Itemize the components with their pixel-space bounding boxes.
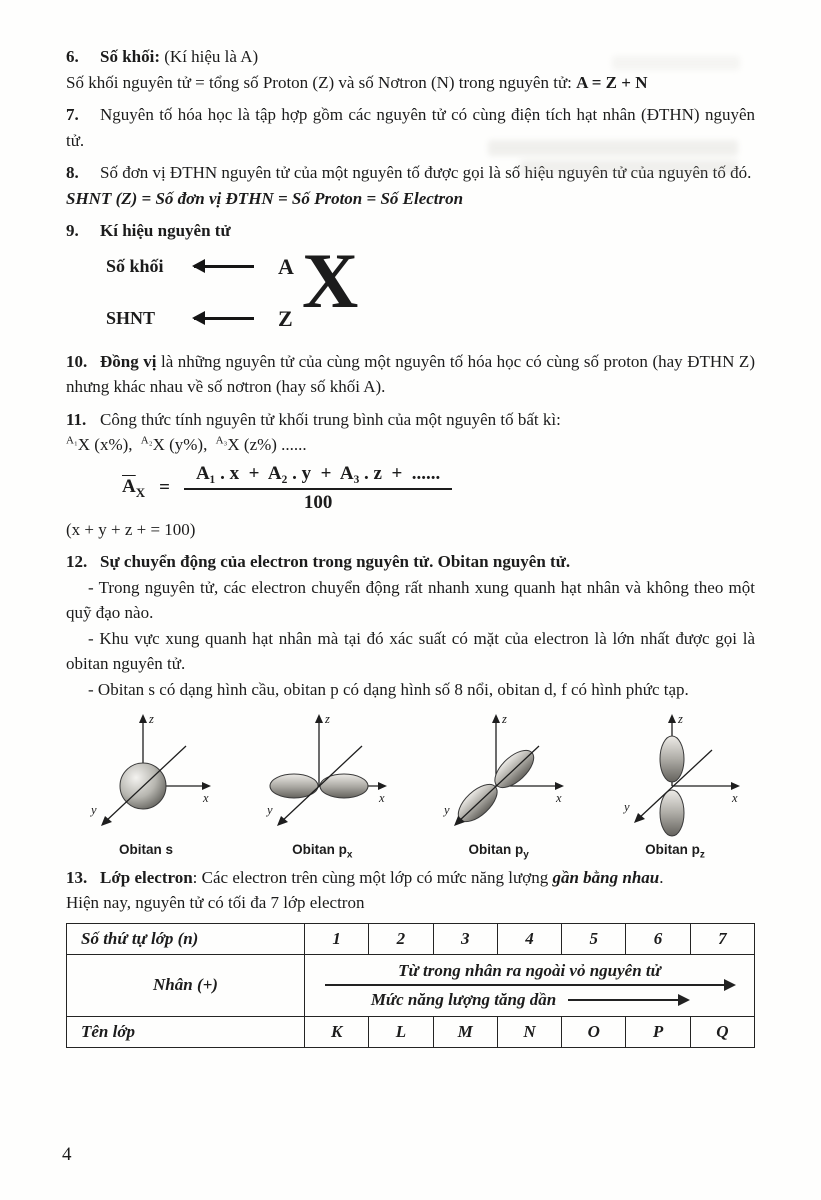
axis-x-label: x	[379, 791, 385, 805]
table-cell: 3	[433, 923, 497, 954]
item-title-note: (Kí hiệu là A)	[160, 47, 259, 66]
item-number: 7.	[66, 105, 79, 124]
avg-subscript: X	[135, 484, 146, 500]
print-bleedthrough-artifact	[612, 56, 740, 70]
table-cell: 6	[626, 923, 690, 954]
caption-subscript: x	[346, 849, 353, 861]
body-text: Số đơn vị ĐTHN nguyên tử của một nguyên tố được gọi là số hiệu nguyên tử của nguyên tố đó.	[100, 163, 752, 182]
item-12-paragraph-1: - Trong nguyên tử, các electron chuyển động rất nhanh xung quanh hạt nhân và không theo một quỹ đạo nào.	[66, 577, 755, 622]
item-title: Sự chuyển động của electron trong nguyên tử. Obitan nguyên tử.	[100, 552, 571, 571]
row-header: Số thứ tự lớp (n)	[67, 923, 305, 954]
item-9-heading	[66, 218, 755, 244]
item-10-body	[66, 349, 755, 400]
left-arrow-icon	[194, 317, 254, 320]
mass-number-label: Số khối	[106, 256, 164, 276]
isotope-1	[66, 435, 137, 454]
table-cell: M	[433, 1016, 497, 1047]
orbital-py-figure	[419, 710, 579, 861]
orbital-px-diagram	[247, 710, 397, 840]
item-number: 10.	[66, 351, 88, 371]
axis-x-label: x	[731, 791, 738, 805]
table-cell: 4	[497, 923, 561, 954]
item-lead: Lớp electron	[100, 867, 193, 887]
axis-z-label: z	[501, 712, 507, 726]
isotope-2	[141, 435, 212, 454]
element-symbol-X: X	[302, 236, 359, 324]
atomic-number-row	[106, 306, 293, 332]
caption-text: Obitan p	[645, 842, 700, 857]
right-arrow-icon	[325, 984, 734, 986]
body-text: Số khối nguyên tử = tổng số Proton (Z) và số Nơtron (N) trong nguyên tử:	[66, 72, 577, 92]
shell-energy-flow-cell	[305, 954, 755, 1016]
axis-y-label: y	[443, 803, 450, 817]
flow-text-outward: Từ trong nhân ra ngoài vỏ nguyên tử	[398, 960, 661, 980]
item-number: 11.	[66, 409, 87, 429]
item-13-body	[66, 865, 755, 891]
item-number: 13.	[66, 867, 88, 887]
row-header: Tên lớp	[67, 1016, 305, 1047]
body-text: là những nguyên tử của cùng một nguyên tố hóa học có cùng số proton (hay ĐTHN Z) nhưng khác nhau về số nơtron (hay số khối A).	[66, 351, 755, 396]
table-cell: P	[626, 1016, 690, 1047]
caption-text: Obitan s	[118, 842, 173, 857]
print-bleedthrough-artifact	[520, 160, 738, 174]
orbital-figures	[66, 710, 755, 861]
item-number: 12.	[66, 552, 88, 571]
item-number: 6.	[66, 47, 79, 66]
table-cell: N	[497, 1016, 561, 1047]
item-number: 8.	[66, 163, 79, 182]
orbital-caption	[66, 842, 226, 861]
equals-sign: =	[159, 477, 170, 498]
isotope-text: X (x%),	[77, 435, 137, 454]
caption-text: Obitan p	[292, 842, 347, 857]
print-bleedthrough-artifact	[488, 140, 738, 156]
table-cell: Q	[690, 1016, 754, 1047]
axis-z-label: z	[149, 712, 154, 726]
mass-number-equation: A = Z + N	[576, 72, 648, 92]
axis-y-label: y	[91, 803, 97, 817]
body-text-end: .	[659, 867, 664, 887]
electron-shell-table	[66, 923, 755, 1048]
table-row-shell-number	[67, 923, 755, 954]
axis-z-label: z	[325, 712, 331, 726]
axis-y-label: y	[267, 803, 273, 817]
isotope-notation	[66, 432, 755, 458]
item-12	[66, 549, 755, 702]
item-13-subtext: Hiện nay, nguyên tử có tối đa 7 lớp electron	[66, 893, 365, 913]
shnt-formula: SHNT (Z) = Số đơn vị ĐTHN = Số Proton = Số Electron	[66, 188, 464, 208]
table-row-nucleus	[67, 954, 755, 1016]
item-11	[66, 407, 755, 543]
table-row-shell-name	[67, 1016, 755, 1047]
item-title: Kí hiệu nguyên tử	[100, 221, 231, 240]
orbital-pz-diagram	[600, 710, 750, 840]
emphasis-text: gần bằng nhau	[552, 867, 660, 887]
orbital-s-diagram	[71, 710, 221, 840]
caption-subscript: z	[699, 849, 705, 861]
fraction	[184, 463, 452, 514]
table-cell: 7	[690, 923, 754, 954]
isotope-mass-superscript: A₃	[215, 434, 228, 447]
isotope-mass-superscript: A₂	[140, 434, 153, 447]
item-lead: Đồng vị	[100, 351, 157, 371]
isotope-text: X (y%),	[152, 435, 212, 454]
avg-base: $\overline{A}$	[122, 475, 136, 497]
item-13	[66, 865, 755, 916]
orbital-px-figure	[242, 710, 402, 861]
orbital-caption	[242, 842, 402, 861]
row-header: Nhân (+)	[67, 954, 305, 1016]
orbital-pz-figure	[595, 710, 755, 861]
mass-number-row	[106, 254, 294, 280]
item-9	[66, 218, 755, 342]
isotope-mass-superscript: A₁	[66, 434, 78, 447]
table-cell: 2	[369, 923, 433, 954]
fraction-numerator: A₁ . x + A₂ . y + A₃ . z + ......	[184, 463, 452, 490]
item-12-heading	[66, 549, 755, 575]
atomic-number-symbol: Z	[278, 305, 293, 331]
body-text: Nguyên tố hóa học là tập hợp gồm các nguyên tử có cùng điện tích hạt nhân (ĐTHN) nguyên tử.	[66, 105, 755, 150]
atomic-number-label: SHNT	[106, 308, 156, 328]
axis-y-label: y	[623, 800, 630, 814]
mass-number-symbol: A	[278, 253, 294, 279]
item-10	[66, 349, 755, 400]
right-arrow-icon	[568, 999, 688, 1001]
page-number: 4	[62, 1144, 72, 1165]
table-cell: K	[305, 1016, 369, 1047]
atomic-notation-diagram	[106, 236, 755, 342]
fraction-denominator: 100	[303, 491, 333, 513]
isotope-3	[216, 435, 307, 454]
item-6-body	[66, 70, 755, 96]
table-cell: 1	[305, 923, 369, 954]
body-text: Công thức tính nguyên tử khối trung bình của một nguyên tố bất kì:	[100, 409, 561, 429]
axis-x-label: x	[555, 791, 562, 805]
caption-subscript: y	[523, 849, 529, 861]
orbital-caption	[595, 842, 755, 861]
average-mass-symbol	[122, 476, 145, 501]
table-cell: L	[369, 1016, 433, 1047]
left-arrow-icon	[194, 265, 254, 268]
item-11-body	[66, 407, 755, 433]
item-title: Số khối:	[100, 47, 160, 66]
average-mass-formula	[122, 463, 755, 514]
flow-text-energy: Mức năng lượng tăng dần	[370, 989, 557, 1009]
energy-flow	[313, 960, 746, 1011]
axis-z-label: z	[677, 712, 683, 726]
caption-text: Obitan p	[468, 842, 524, 857]
item-12-paragraph-3: - Obitan s có dạng hình cầu, obitan p có dạng hình số 8 nổi, obitan d, f có hình phức tạp.	[88, 679, 689, 699]
axis-x-label: x	[203, 791, 209, 805]
orbital-s-figure	[66, 710, 226, 861]
orbital-caption	[419, 842, 579, 861]
item-number: 9.	[66, 221, 79, 240]
item-12-paragraph-2: - Khu vực xung quanh hạt nhân mà tại đó xác suất có mặt của electron là lớn nhất được gọi là obitan nguyên tử.	[66, 628, 755, 673]
body-text: : Các electron trên cùng một lớp có mức năng lượng	[192, 867, 553, 887]
percentage-sum-note: (x + y + z + = 100)	[66, 519, 196, 539]
isotope-text: X (z%) ......	[227, 435, 307, 454]
orbital-py-diagram	[424, 710, 574, 840]
flow-energy-row	[317, 990, 742, 1010]
table-cell: O	[562, 1016, 626, 1047]
table-cell: 5	[562, 923, 626, 954]
